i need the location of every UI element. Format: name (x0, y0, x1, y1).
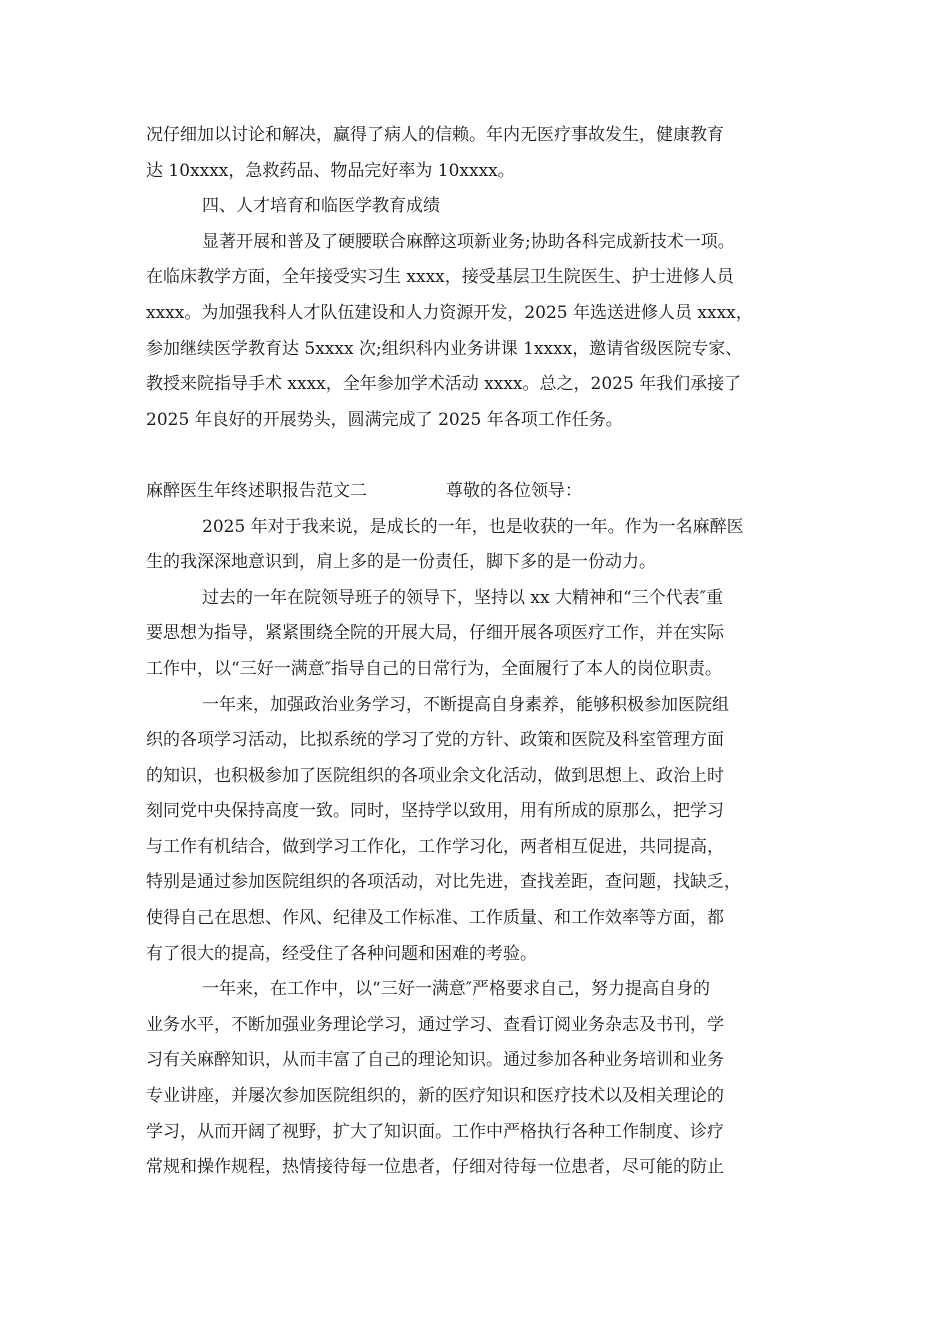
text-line: 常规和操作规程，热情接待每一位患者，仔细对待每一位患者，尽可能的防止 (146, 1157, 724, 1178)
text-line: 2025 年对于我来说，是成长的一年，也是收获的一年。作为一名麻醉医 (202, 516, 744, 537)
section-heading: 四、人才培育和临医学教育成绩 (202, 196, 440, 217)
text-line: 况仔细加以讨论和解决，赢得了病人的信赖。年内无医疗事故发生，健康教育 (146, 125, 724, 145)
text-line: 特别是通过参加医院组织的各项活动，对比先进，查找差距，查问题，找缺乏， (146, 872, 741, 893)
paragraph-political-study (146, 688, 810, 973)
text-line: 2025 年良好的开展势头，圆满完成了 2025 年各项工作任务。 (146, 409, 623, 430)
text-line: xxxx。为加强我科人才队伍建设和人力资源开发，2025 年选送进修人员 xxxx， (146, 302, 753, 323)
text-line: 织的各项学习活动，比拟系统的学习了党的方针、政策和医院及科室管理方面 (146, 730, 724, 751)
text-line: 有了很大的提高，经受住了各种问题和困难的考验。 (146, 943, 537, 964)
text-line: 专业讲座，并屡次参加医院组织的，新的医疗知识和医疗技术以及相关理论的 (146, 1086, 724, 1107)
document-title: 麻醉医生年终述职报告范文二 (146, 480, 367, 501)
text-line: 要思想为指导，紧紧围绕全院的开展大局，仔细开展各项医疗工作，并在实际 (146, 623, 724, 644)
document-body (146, 118, 810, 1186)
text-line: 在临床教学方面，全年接受实习生 xxxx，接受基层卫生院医生、护士进修人员 (146, 267, 734, 288)
text-line: 刻同党中央保持高度一致。同时，坚持学以致用，用有所成的原那么，把学习 (146, 801, 724, 822)
paragraph-continuation (146, 118, 810, 189)
document-title-row (146, 474, 810, 510)
text-line: 业务水平，不断加强业务理论学习，通过学习、查看订阅业务杂志及书刊，学 (146, 1014, 724, 1035)
text-line: 教授来院指导手术 xxxx，全年参加学术活动 xxxx。总之，2025 年我们承接了 (146, 374, 742, 395)
text-line: 一年来，加强政治业务学习，不断提高自身素养，能够积极参加医院组 (202, 694, 729, 715)
salutation: 尊敬的各位领导： (446, 480, 582, 501)
blank-line (146, 438, 810, 474)
text-line: 与工作有机结合，做到学习工作化，工作学习化，两者相互促进，共同提高， (146, 836, 724, 857)
text-line: 生的我深深地意识到，肩上多的是一份责任，脚下多的是一份动力。 (146, 552, 656, 573)
paragraph-talent-training (146, 225, 810, 439)
text-line: 的知识，也积极参加了医院组织的各项业余文化活动，做到思想上、政治上时 (146, 765, 724, 786)
paragraph-professional-work (146, 972, 810, 1186)
text-line: 达 10xxxx，急救药品、物品完好率为 10xxxx。 (146, 160, 515, 181)
text-line: 显著开展和普及了硬腰联合麻醉这项新业务;协助各科完成新技术一项。 (202, 231, 735, 252)
text-line: 工作中，以“三好一满意″指导自己的日常行为，全面履行了本人的岗位职责。 (146, 658, 723, 679)
text-line: 习有关麻醉知识，从而丰富了自己的理论知识。通过参加各种业务培训和业务 (146, 1050, 724, 1071)
paragraph-leadership (146, 581, 810, 688)
paragraph-intro (146, 510, 810, 581)
text-line: 一年来，在工作中，以“三好一满意″严格要求自己，努力提高自身的 (202, 979, 711, 1000)
text-line: 参加继续医学教育达 5xxxx 次;组织科内业务讲课 1xxxx，邀请省级医院专家、 (146, 338, 743, 359)
text-line: 学习，从而开阔了视野，扩大了知识面。工作中严格执行各种工作制度、诊疗 (146, 1121, 724, 1142)
text-line: 使得自己在思想、作风、纪律及工作标准、工作质量、和工作效率等方面，都 (146, 908, 724, 929)
text-line: 过去的一年在院领导班子的领导下，坚持以 xx 大精神和“三个代表″重 (202, 587, 724, 608)
